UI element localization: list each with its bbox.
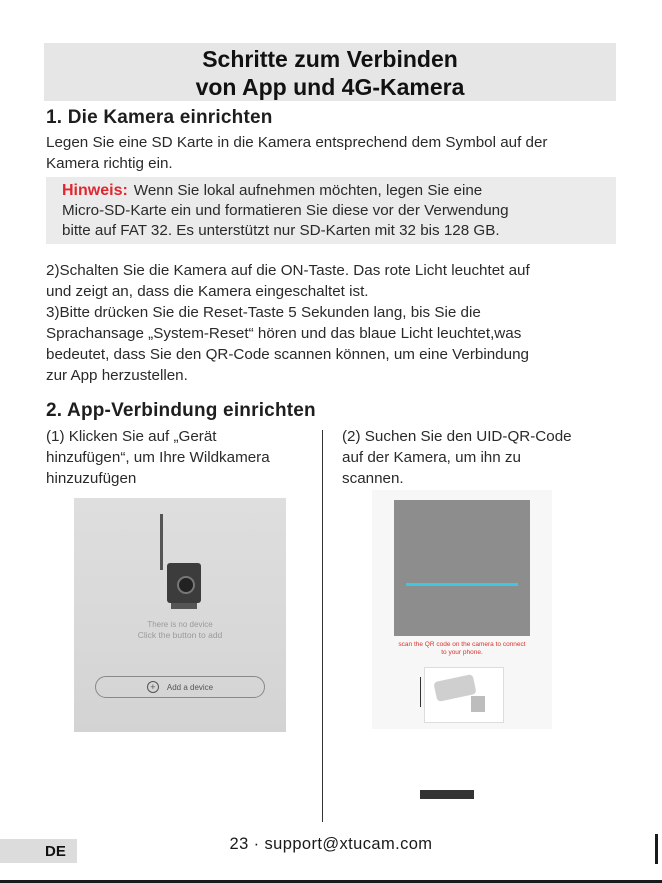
step3-line-3: bedeutet, dass Sie den QR-Code scannen können, um eine Verbindung [46,346,529,363]
hint-label: Hinweis: [62,182,128,199]
language-label: DE [45,843,66,860]
section2-heading: 2. App-Verbindung einrichten [46,400,316,421]
camera-lens [177,576,195,594]
camera-photo [424,667,504,723]
app-screenshot-scan [372,490,552,729]
column-divider [322,430,323,822]
left-line-1: (1) Klicken Sie auf „Gerät [46,428,217,445]
section1-heading: 1. Die Kamera einrichten [46,107,273,128]
camera-mount-shape [471,696,485,712]
section1-intro [46,132,620,174]
scan-instruction [372,641,552,657]
hint-box [46,177,616,244]
no-device-text: There is no device [147,620,213,629]
app-screenshot-add-device [74,498,286,732]
page-footer: 23 · support@xtucam.com [229,835,433,853]
intro-line-1: Legen Sie eine SD Karte in die Kamera entsprechend dem Symbol auf der [46,134,548,151]
black-bar [420,790,474,799]
camera-icon [167,563,201,603]
click-hint-text: Click the button to add [137,630,223,640]
plus-icon: + [147,681,159,693]
steps-text [46,260,620,386]
add-device-button[interactable] [95,676,265,698]
qr-scan-area [394,500,530,636]
right-line-2: auf der Kamera, um ihn zu [342,449,521,466]
right-column-text [342,426,632,489]
step2-line-2: und zeigt an, dass die Kamera eingeschaltet ist. [46,283,369,300]
right-line-1: (2) Suchen Sie den UID-QR-Code [342,428,572,445]
intro-line-2: Kamera richtig ein. [46,155,173,172]
camera-base [171,603,197,609]
scan-line-1: scan the QR code on the camera to connect [398,641,526,648]
hint-text [62,181,602,241]
left-line-2: hinzufügen“, um Ihre Wildkamera [46,449,270,466]
step3-line-1: 3)Bitte drücken Sie die Reset-Taste 5 Sekunden lang, bis Sie die [46,304,481,321]
title-line-2: von App und 4G-Kamera [195,74,465,100]
hint-line-3: bitte auf FAT 32. Es unterstützt nur SD-Karten mit 32 bis 128 GB. [62,222,500,239]
left-column-text [46,426,316,489]
camera-antenna [160,514,163,570]
right-line-3: scannen. [342,470,404,487]
hint-line-1: Wenn Sie lokal aufnehmen möchten, legen Sie eine [133,182,483,199]
step2-line-1: 2)Schalten Sie die Kamera auf die ON-Taste. Das rote Licht leuchtet auf [46,262,530,279]
hint-line-2: Micro-SD-Karte ein und formatieren Sie diese vor der Verwendung [62,202,509,219]
left-line-3: hinzuzufügen [46,470,137,487]
step3-line-2: Sprachansage „System-Reset“ hören und das blaue Licht leuchtet,was [46,325,522,342]
title-box [44,43,616,101]
right-edge-mark [655,834,658,864]
scan-line-2: to your phone. [441,649,483,656]
add-device-label: Add a device [166,682,214,692]
scan-line [406,583,518,586]
step3-line-4: zur App herzustellen. [46,367,188,384]
title-line-1: Schritte zum Verbinden [202,46,458,72]
